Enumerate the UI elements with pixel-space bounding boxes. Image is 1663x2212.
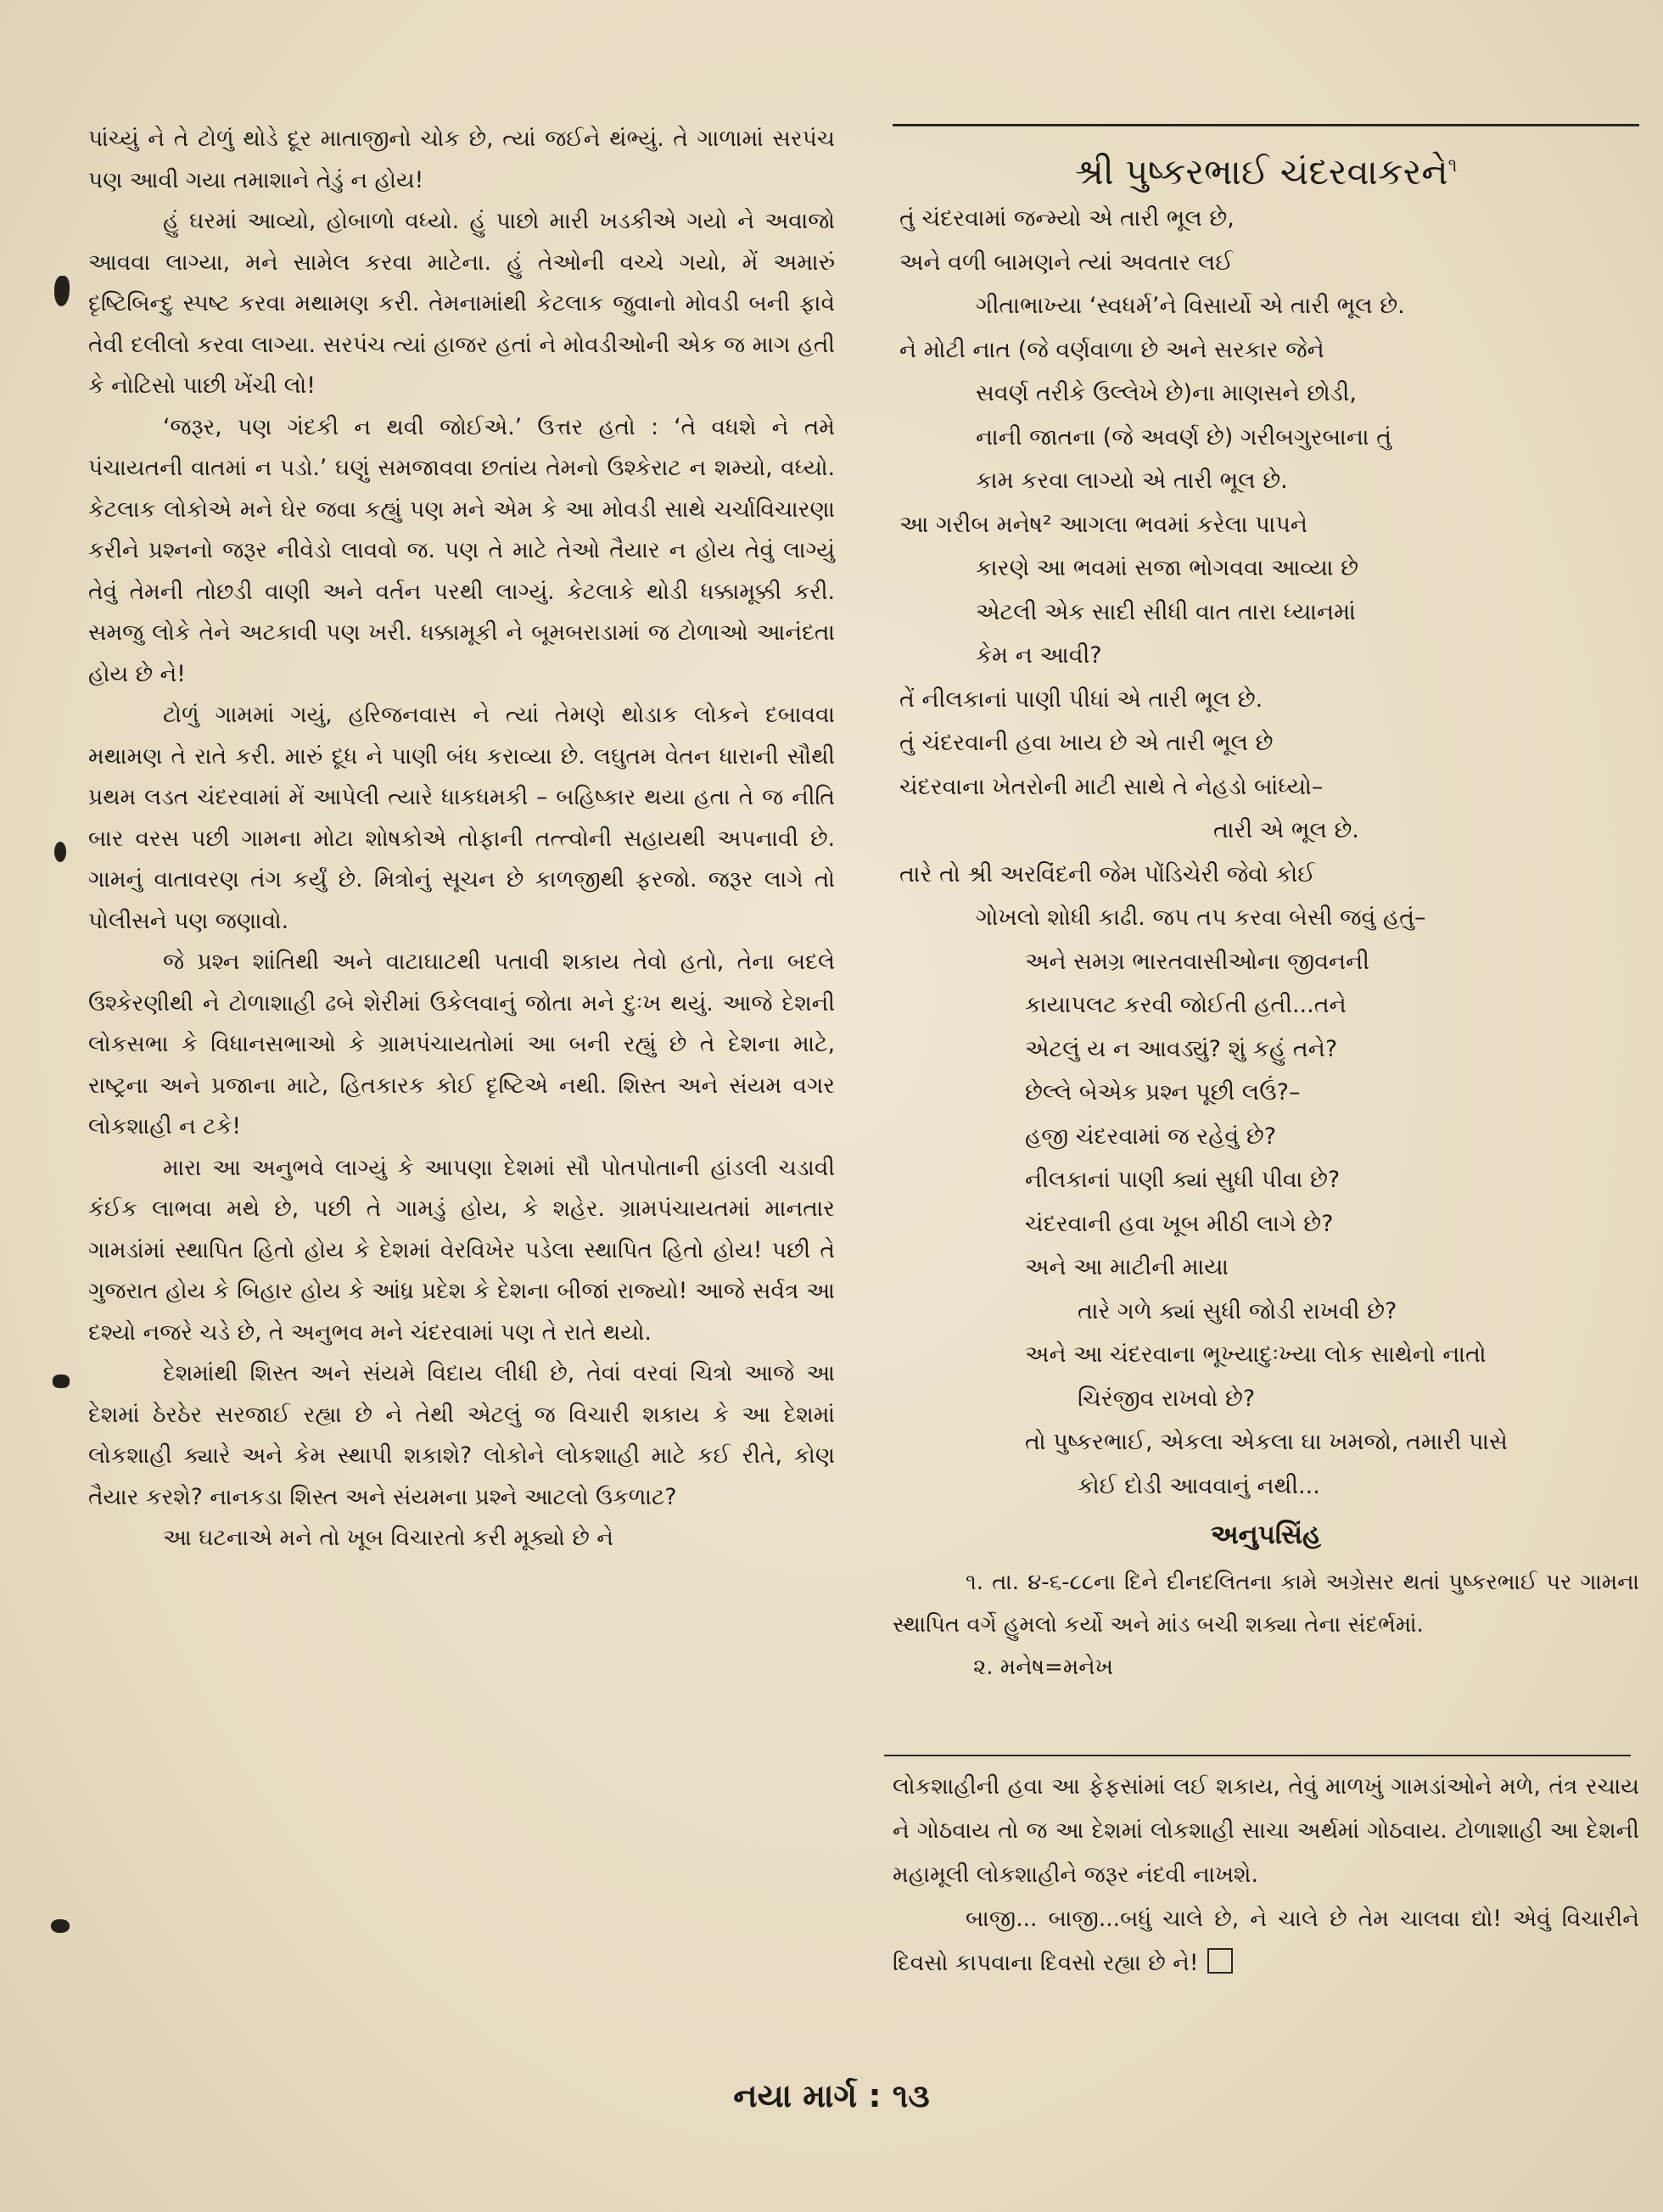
poem-line: ગોખલો શોધી કાઢી. જપ તપ કરવા બેસી જવું હતું– (976, 904, 1426, 931)
article-paragraph: આ ઘટનાએ મને તો ખૂબ વિચારતો કરી મૂક્યો છે ને (163, 1525, 614, 1551)
poem-line: હજી ચંદરવામાં જ રહેવું છે? (1025, 1123, 1277, 1150)
magazine-name: નયા માર્ગ (733, 2077, 858, 2114)
poem-line: કોઈ દોડી આવવાનું નથી... (1078, 1472, 1320, 1499)
poem-line: અને સમગ્ર ભારતવાસીઓના જીવનની (1025, 948, 1369, 975)
margin-ink-spot (54, 276, 70, 306)
poem-line: તું ચંદરવાની હવા ખાય છે એ તારી ભૂલ છે (899, 730, 1274, 756)
article-paragraph: લોકશાહીની હવા આ ફેફસાંમાં લઈ શકાય, તેવું માળખું ગામડાંઓને મળે, તંત્ર રચાય ને ગોઠવાય તો જ આ દેશમાં લોકશાહી સાચા અર્થમાં ગોઠવાય. ટોળાશાહી આ દેશની મહામૂલી લોકશાહીને જરૂર નંદવી નાખશે. (893, 1773, 1639, 1888)
poem-line: નાની જાતના (જે અવર્ણ છે) ગરીબગુરબાના તું (976, 423, 1392, 451)
poem-line: આ ગરીબ મનેષ² આગલા ભવમાં કરેલા પાપને (899, 511, 1308, 538)
poem-line: ચંદરવાની હવા ખૂબ મીઠી લાગે છે? (1025, 1210, 1334, 1237)
poem-title (893, 143, 1639, 196)
poem-lines (899, 197, 1638, 1508)
poem-top-rule (893, 124, 1639, 126)
poem-line: કાયાપલટ કરવી જોઈતી હતી...તને (1025, 992, 1347, 1018)
poem-line: તારે તો શ્રી અરવિંદની જેમ પોંડિચેરી જેવો કોઈ (899, 860, 1316, 888)
footnote-2: ૨. મનેષ=મનેખ (973, 1655, 1113, 1680)
poem-title-footnote-mark: ૧ (1447, 155, 1458, 176)
poem-line: તું ચંદરવામાં જન્મ્યો એ તારી ભૂલ છે, (899, 205, 1235, 232)
poem-footnotes (893, 1561, 1639, 1688)
article-paragraph: પાંચ્યું ને તે ટોળું થોડે દૂર માતાજીનો ચોક છે, ત્યાં જઈને થંભ્યું. તે ગાળામાં સરપંચ પણ આવી ગયા તમાશાને તેડું ન હોય! (88, 126, 835, 193)
article-paragraph: દેશમાંથી શિસ્ત અને સંયમે વિદાય લીધી છે, તેવાં વરવાં ચિત્રો આજે આ દેશમાં ઠેરઠેર સરજાઈ રહ્યા છે ને તેથી એટલું જ વિચારી શકાય કે આ દેશમાં લોકશાહી ક્યારે અને કેમ સ્થાપી શકાશે? લોકોને લોકશાહી માટે કઈ રીતે, કોણ તૈયાર કરશે? નાનકડા શિસ્ત અને સંયમના પ્રશ્ને આટલો ઉકળાટ? (88, 1360, 835, 1510)
margin-ink-spot (53, 1375, 70, 1388)
page-number: ૧૩ (892, 2077, 930, 2114)
poem-line: નીલકાનાં પાણી ક્યાં સુધી પીવા છે? (1025, 1167, 1341, 1193)
margin-ink-spot (54, 842, 66, 862)
article-continuation (893, 1765, 1639, 1985)
page-footer (0, 2070, 1663, 2121)
article-paragraph: હું ઘરમાં આવ્યો, હોબાળો વધ્યો. હું પાછો મારી ખડકીએ ગયો ને અવાજો આવવા લાગ્યા, મને સામેલ કરવા માટેના. હું તેઓની વચ્ચે ગયો, મેં અમારું દૃષ્ટિબિન્દુ સ્પષ્ટ કરવા મથામણ કરી. તેમનામાંથી કેટલાક જુવાનો મોવડી બની ફાવે તેવી દલીલો કરવા લાગ્યા. સરપંચ ત્યાં હાજર હતાં ને મોવડીઓની એક જ માગ હતી કે નોટિસો પાછી ખેંચી લો! (88, 208, 835, 399)
poem-author: અનુપસિંહ (1210, 1520, 1322, 1550)
poem-line: અને આ માટીની માયા (1025, 1254, 1229, 1280)
poem-line: કામ કરવા લાગ્યો એ તારી ભૂલ છે. (976, 468, 1288, 494)
poem-line: છેલ્લે બેએક પ્રશ્ન પૂછી લઉં?– (1025, 1079, 1301, 1106)
end-of-article-box-icon (1207, 1948, 1233, 1974)
article-paragraph: ટોળું ગામમાં ગયું, હરિજનવાસ ને ત્યાં તેમણે થોડાક લોકને દબાવવા મથામણ તે રાતે કરી. મારું દૂધ ને પાણી બંધ કરાવ્યા છે. લઘુતમ વેતન ધારાની સૌથી પ્રથમ લડત ચંદરવામાં મેં આપેલી ત્યારે ધાકધમકી – બહિષ્કાર થયા હતા તે જ નીતિ બાર વરસ પછી ગામના મોટા શોષકોએ તોફાની તત્ત્વોની સહાયથી અપનાવી છે. ગામનું વાતાવરણ તંગ કર્યું છે. મિત્રોનું સૂચન છે કાળજીથી ફરજો. જરૂર લાગે તો પોલીસને પણ જણાવો. (88, 702, 835, 934)
section-divider (884, 1755, 1631, 1756)
article-paragraph: ‘જરૂર, પણ ગંદકી ન થવી જોઈએ.’ ઉત્તર હતો : ‘તે વધશે ને તમે પંચાયતની વાતમાં ન પડો.’ ઘણું સમજાવવા છતાંય તેમનો ઉશ્કેરાટ ન શમ્યો, વધ્યો. કેટલાક લોકોએ મને ઘેર જવા કહ્યું પણ મને એમ કે આ મોવડી સાથે ચર્ચાવિચારણા કરીને પ્રશ્નનો જરૂર નીવેડો લાવવો જ. પણ તે માટે તેઓ તૈયાર ન હોય તેવું લાગ્યું તેવું તેમની તોછડી વાણી અને વર્તન પરથી લાગ્યું. કેટલાકે થોડી ધક્કામૂક્કી કરી. સમજુ લોકે તેને અટકાવી પણ ખરી. ધક્કામૂકી ને બૂમબરાડામાં જ ટોળાઓ આનંદતા હોય છે ને! (88, 413, 835, 687)
poem-line: ગીતાભાખ્યા ‘સ્વધર્મ’ને વિસાર્યો એ તારી ભૂલ છે. (976, 293, 1405, 319)
article-paragraph-text: બાજી... બાજી...બધું ચાલે છે, ને ચાલે છે તેમ ચાલવા દ્યો! એવું વિચારીને દિવસો કાપવાના દિવસો રહ્યા છે ને! (893, 1906, 1639, 1976)
poem-line: તેં નીલકાનાં પાણી પીધાં એ તારી ભૂલ છે. (899, 686, 1263, 713)
article-paragraph: મારા આ અનુભવે લાગ્યું કે આપણા દેશમાં સૌ પોતપોતાની હાંડલી ચડાવી કંઈક લાભવા મથે છે, પછી તે ગામડું હોય, કે શહેર. ગ્રામપંચાયતમાં માનતાર ગામડાંમાં સ્થાપિત હિતો હોય કે દેશમાં વેરવિખેર પડેલા સ્થાપિત હિતો હોય! પછી તે ગુજરાત હોય કે બિહાર હોય કે આંધ્ર પ્રદેશ કે દેશના બીજાં રાજ્યો! આજે સર્વત્ર આ દશ્યો નજરે ચડે છે, તે અનુભવ મને ચંદરવામાં પણ તે રાતે થયો. (88, 1154, 835, 1346)
poem-line: અને આ ચંદરવાના ભૂખ્યાદુઃખ્યા લોક સાથેનો નાતો (1025, 1341, 1487, 1368)
poem-line: તારી એ ભૂલ છે. (1213, 817, 1359, 843)
poem-line: તો પુષ્કરભાઈ, એકલા એકલા ઘા ખમજો, તમારી પાસે (1025, 1429, 1508, 1455)
article-paragraph-last (893, 1897, 1639, 1985)
article-paragraph: જે પ્રશ્ન શાંતિથી અને વાટાઘાટથી પતાવી શકાય તેવો હતો, તેના બદલે ઉશ્કેરણીથી ને ટોળાશાહી ઢબે શેરીમાં ઉકેલવાનું જોતા મને દુઃખ થયું. આજે દેશની લોકસભા કે વિધાનસભાઓ કે ગ્રામપંચાયતોમાં આ બની રહ્યું છે તે દેશના માટે, રાષ્ટ્રના અને પ્રજાના માટે, હિતકારક કોઈ દૃષ્ટિએ નથી. શિસ્ત અને સંયમ વગર લોકશાહી ન ટકે! (88, 949, 835, 1140)
poem-line: કેમ ન આવી? (976, 642, 1102, 669)
margin-ink-spot (51, 1919, 70, 1933)
footnote-1: ૧. તા. ૪-૬-૮૮ના દિને દીનદલિતના કામે અગ્રેસર થતાં પુષ્કરભાઈ પર ગામના સ્થાપિત વર્ગે હુમલો કર્યો અને માંડ બચી શક્યા તેના સંદર્ભમાં. (893, 1570, 1639, 1638)
poem-line: સવર્ણ તરીકે ઉલ્લેખે છે)ના માણસને છોડી, (976, 380, 1357, 406)
poem-line: ચંદરવાના ખેતરોની માટી સાથે તે નેહડો બાંધ્યો– (899, 773, 1324, 800)
poem-line: તારે ગળે ક્યાં સુધી જોડી રાખવી છે? (1078, 1297, 1397, 1324)
poem-line: અને વળી બામણને ત્યાં અવતાર લઈ (899, 249, 1234, 276)
poem-title-text: શ્રી પુષ્કરભાઈ ચંદરવાકરને (1074, 151, 1448, 193)
poem-line: કારણે આ ભવમાં સજા ભોગવવા આવ્યા છે (976, 555, 1358, 581)
poem-line: એટલું ય ન આવડ્યું? શું કહું તને? (1025, 1035, 1338, 1062)
article-left-column (88, 119, 835, 1560)
poem-line: ચિરંજીવ રાખવો છે? (1078, 1385, 1256, 1412)
footer-separator: : (868, 2077, 893, 2114)
poem-line: એટલી એક સાદી સીધી વાત તારા ધ્યાનમાં (976, 598, 1356, 625)
poem-line: ને મોટી નાત (જે વર્ણવાળા છે અને સરકાર જેને (899, 336, 1324, 363)
